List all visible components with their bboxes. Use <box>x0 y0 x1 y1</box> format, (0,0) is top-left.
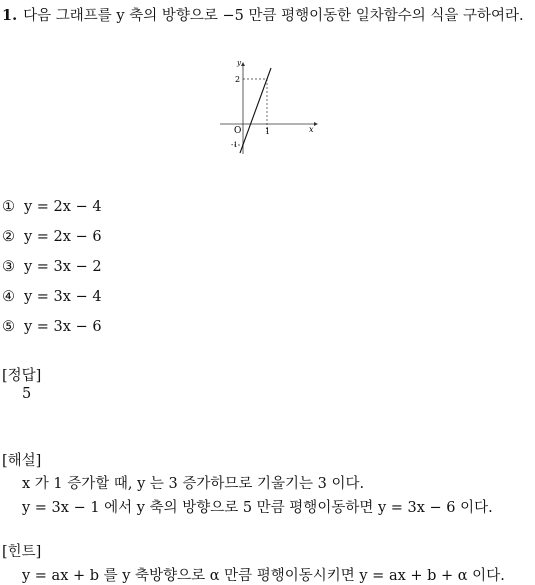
choice-4-mark: ④ <box>2 289 15 305</box>
choice-1-mark: ① <box>2 199 15 215</box>
choice-4[interactable] <box>2 289 102 305</box>
choice-4-text: y = 3x − 4 <box>24 289 102 305</box>
choice-1[interactable] <box>2 199 102 215</box>
function-graph <box>218 56 318 156</box>
question-body: 다음 그래프를 y 축의 방향으로 −5 만큼 평행이동한 일차함수의 식을 구하여라. <box>23 8 524 24</box>
x-axis-label: x <box>309 125 314 134</box>
origin-label: O <box>234 126 242 136</box>
answer-value: 5 <box>22 386 32 402</box>
explanation-line-1: x 가 1 증가할 때, y 는 3 증가하므로 기울기는 3 이다. <box>22 476 365 492</box>
choice-3-text: y = 3x − 2 <box>24 259 102 275</box>
choice-5-text: y = 3x − 6 <box>24 319 102 335</box>
x-axis-arrow <box>314 122 318 126</box>
hint-label: [힌트] <box>2 544 42 560</box>
choice-2[interactable] <box>2 229 102 245</box>
y-axis-label: y <box>237 59 241 67</box>
hint-text: y = ax + b 를 y 축방향으로 α 만큼 평행이동시키면 y = ax + b + α 이다. <box>22 568 505 584</box>
choice-2-text: y = 2x − 6 <box>24 229 102 245</box>
answer-label: [정답] <box>2 368 42 384</box>
question-text <box>2 4 532 28</box>
question-number: 1. <box>2 7 18 24</box>
choice-3[interactable] <box>2 259 102 275</box>
choice-5-mark: ⑤ <box>2 319 15 335</box>
choice-3-mark: ③ <box>2 259 15 275</box>
graph-line <box>240 68 271 153</box>
choice-1-text: y = 2x − 4 <box>24 199 102 215</box>
explanation-line-2: y = 3x − 1 에서 y 축의 방향으로 5 만큼 평행이동하면 y = 3x − 6 이다. <box>22 500 493 516</box>
y-intercept-label: -1 <box>231 141 238 149</box>
y-axis-arrow <box>241 62 245 66</box>
choice-2-mark: ② <box>2 229 15 245</box>
x-tick-label: 1 <box>265 127 271 136</box>
y-tick-label: 2 <box>235 75 241 84</box>
explanation-label: [해설] <box>2 453 42 469</box>
choice-5[interactable] <box>2 319 102 335</box>
